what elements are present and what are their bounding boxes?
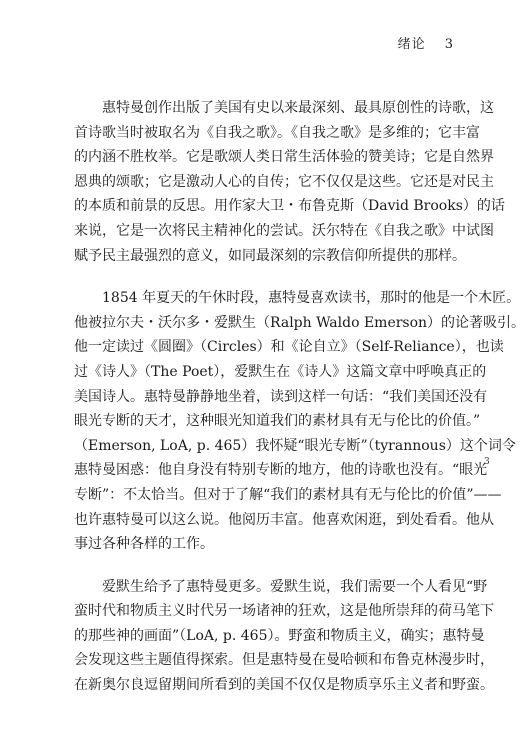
text-line: 事过各种各样的工作。 [74, 536, 214, 553]
text-line: 他被拉尔夫・沃尔多・爱默生（Ralph Waldo Emerson）的论著吸引。 [74, 314, 525, 331]
text-line: 惠特曼创作出版了美国有史以来最深刻、最具原创性的诗歌，这 [102, 100, 494, 116]
paragraph [74, 96, 505, 268]
running-header [398, 33, 454, 52]
paragraph [74, 286, 525, 557]
text-line: 蛮时代和物质主义时代另一场诸神的狂欢，这是他所崇拜的荷马笔下 [74, 603, 494, 620]
text-line: 爱默生给予了惠特曼更多。爱默生说，我们需要一个人看见“野 [102, 578, 488, 595]
text-line: 过《诗人》（The Poet），爱默生在《诗人》这篇文章中呼唤真正的 [74, 363, 487, 380]
paragraph [74, 575, 494, 698]
text-line: 眼光专断的天才，这种眼光知道我们的素材具有无与伦比的价值。” [74, 413, 481, 430]
text-line: 的本质和前景的反思。用作家大卫・布鲁克斯（David Brooks）的话 [74, 198, 505, 215]
text-line: 的内涵不胜枚举。它是歌颂人类日常生活体验的赞美诗；它是自然界 [74, 149, 494, 166]
margin-page-marker: 3 [484, 457, 490, 467]
text-line: 的那些神的画面”（LoA, p. 465）。野蛮和物质主义，确实；惠特曼 [74, 627, 485, 644]
page-number: 3 [444, 37, 454, 52]
text-line: 也许惠特曼可以这么说。他阅历丰富。他喜欢闲逛，到处看看。他从 [74, 511, 494, 528]
body-text [74, 96, 525, 716]
text-line: 1854 年夏天的午休时段，惠特曼喜欢读书，那时的他是一个木匠。 [102, 290, 521, 307]
text-line: 赋予民主最强烈的意义，如同最深刻的宗教信仰所提供的那样。 [74, 247, 466, 264]
text-line: 专断”：不太恰当。但对于了解“我们的素材具有无与伦比的价值”—— [74, 486, 502, 503]
text-line: （Emerson, LoA, p. 465）我怀疑“眼光专断”（tyrannous）这个词令 [74, 437, 516, 454]
text-line: 在新奥尔良逗留期间所看到的美国不仅仅是物质享乐主义者和野蛮。 [74, 677, 494, 694]
text-line: 他一定读过《圆圈》（Circles）和《论自立》（Self-Reliance），也读 [74, 339, 504, 356]
text-line: 会发现这些主题值得探索。但是惠特曼在曼哈顿和布鲁克林漫步时， [74, 652, 494, 669]
text-line: 来说，它是一次将民主精神化的尝试。沃尔特在《自我之歌》中试图 [74, 222, 494, 239]
text-line: 惠特曼困惑：他自身没有特别专断的地方，他的诗歌也没有。“眼光 [74, 462, 488, 479]
chapter-title: 绪论 [397, 37, 426, 52]
text-line: 美国诗人。惠特曼静静地坐着，读到这样一句话：“我们美国还没有 [74, 388, 488, 405]
text-line: 首诗歌当时被取名为《自我之歌》。《自我之歌》是多维的；它丰富 [74, 124, 480, 141]
text-line: 恩典的颂歌；它是激动人心的自传；它不仅仅是这些。它还是对民主 [74, 173, 494, 190]
